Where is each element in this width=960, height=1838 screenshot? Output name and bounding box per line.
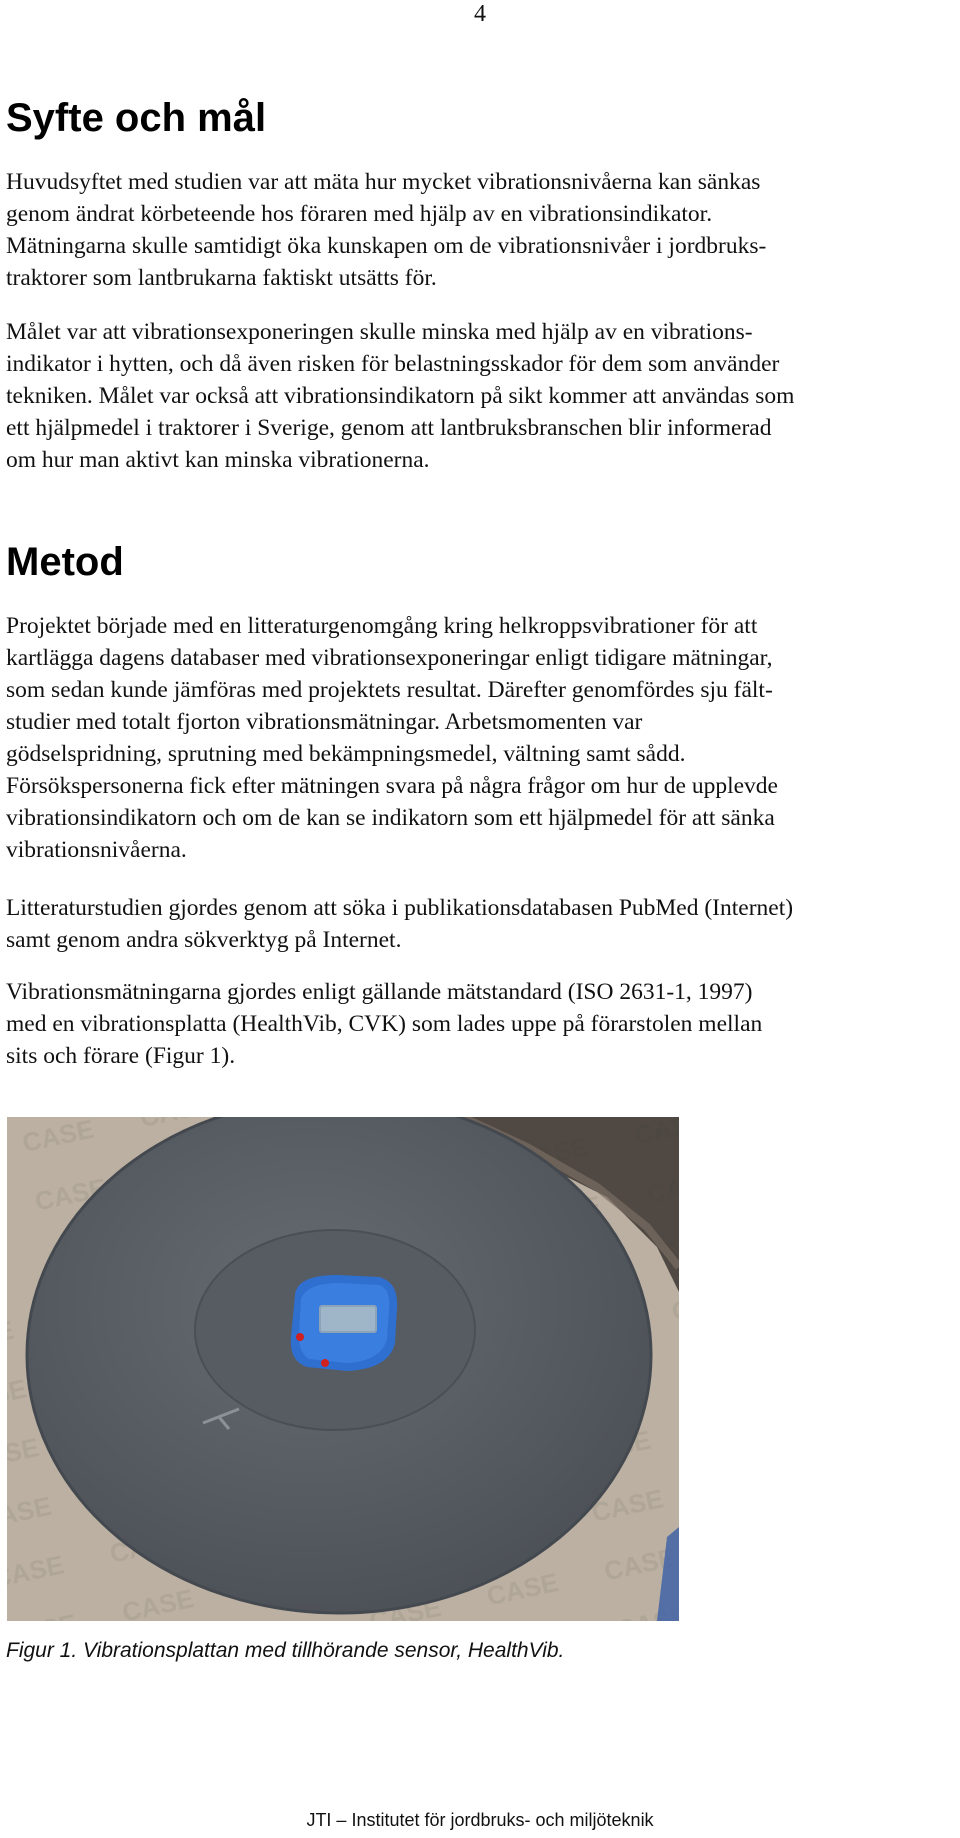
paragraph-syfte-2: Målet var att vibrationsexponeringen skulle minska med hjälp av en vibrations- indikator i hytten, och då även risken för belastningsskador för dem som använder tekniken. Målet var också att vibrationsindikatorn på sikt kommer att användas som ett hjälpmedel i traktorer i Sverige, genom att lantbruksbranschen blir informerad om hur man aktivt kan minska vibrationerna.: [6, 319, 795, 473]
paragraph-metod-1: Projektet började med en litteraturgenomgång kring helkroppsvibrationer för att kartlägga dagens databaser med vibrationsexponeringar enligt tidigare mätningar, som sedan kunde jämföras med projektets resultat. Därefter genomfördes sju fält- studier med totalt fjorton vibrationsmätningar. Arbetsmomenten var gödselspridning, sprutning med bekämpningsmedel, vältning samt sådd. Försökspersonerna fick efter mätningen svara på några frågor om hur de upplevde vibrationsindikatorn och om de kan se indikatorn som ett hjälpmedel för att sänka vibrationsnivåerna.: [6, 613, 778, 863]
figure-vibration-plate-photo: [7, 1117, 679, 1621]
paragraph-syfte-1: Huvudsyftet med studien var att mäta hur mycket vibrationsnivåerna kan sänkas genom ändrat körbeteende hos föraren med hjälp av en vibrationsindikator. Mätningarna skulle samtidigt öka kunskapen om de vibrationsnivåer i jordbruks- traktorer som lantbrukarna faktiskt utsätts för.: [6, 169, 767, 291]
section-heading-metod: Metod: [6, 540, 124, 584]
page-number: 4: [474, 1, 486, 27]
figure-caption: Figur 1. Vibrationsplattan med tillhörande sensor, HealthVib.: [6, 1639, 565, 1662]
paragraph-metod-3: Vibrationsmätningarna gjordes enligt gällande mätstandard (ISO 2631-1, 1997) med en vibrationsplatta (HealthVib, CVK) som lades uppe på förarstolen mellan sits och förare (Figur 1).: [6, 979, 763, 1069]
section-heading-syfte: Syfte och mål: [6, 96, 267, 140]
paragraph-metod-2: Litteraturstudien gjordes genom att söka i publikationsdatabasen PubMed (Internet) samt genom andra sökverktyg på Internet.: [6, 895, 794, 953]
page-footer: JTI – Institutet för jordbruks- och miljöteknik: [306, 1810, 654, 1830]
